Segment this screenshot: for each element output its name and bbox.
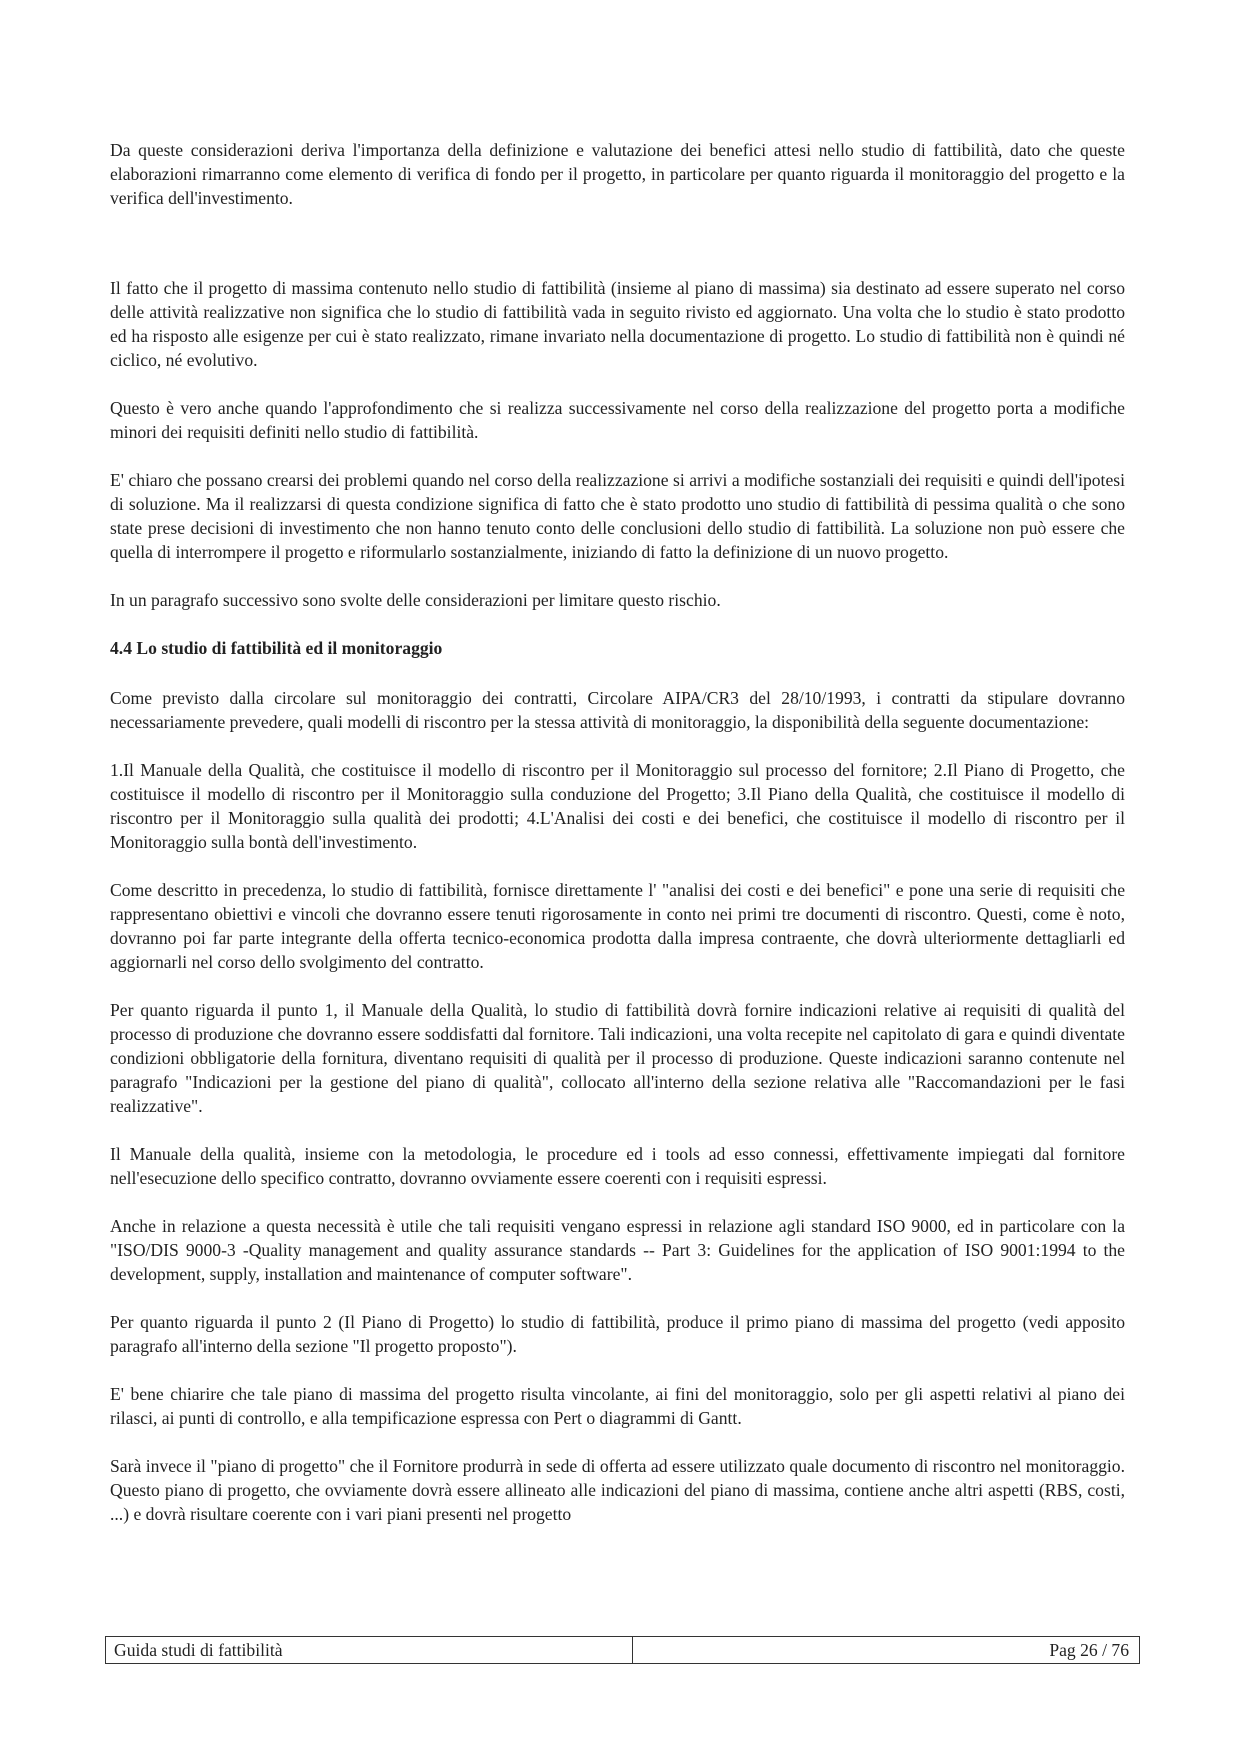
paragraph-approfondimento: Questo è vero anche quando l'approfondimento che si realizza successivamente nel corso della realizzazione del progetto porta a modifiche minori dei requisiti definiti nello studio di fattibilità.: [110, 398, 1125, 442]
page-footer: [105, 1636, 1140, 1664]
paragraph-benefici: Da queste considerazioni deriva l'importanza della definizione e valutazione dei benefici attesi nello studio di fattibilità, dato che queste elaborazioni rimarranno come elemento di verifica di fondo per il progetto, in particolare per quanto riguarda il monitoraggio del progetto e la verifica dell'investimento.: [110, 140, 1125, 208]
paragraph-piano-vincolante: E' bene chiarire che tale piano di massima del progetto risulta vincolante, ai fini del monitoraggio, solo per gli aspetti relativi al piano dei rilasci, ai punti di controllo, e alla tempificazione espressa con Pert o diagrammi di Gantt.: [110, 1384, 1125, 1428]
footer-page-number: Pag 26 / 76: [1049, 1640, 1129, 1660]
page-body: [110, 138, 1125, 1550]
paragraph-manuale-qualita: Il Manuale della qualità, insieme con la metodologia, le procedure ed i tools ad esso connessi, effettivamente impiegati dal fornitore nell'esecuzione dello specifico contratto, dovranno ovviamente essere coerenti con i requisiti espressi.: [110, 1144, 1125, 1188]
paragraph-punto-1: Per quanto riguarda il punto 1, il Manuale della Qualità, lo studio di fattibilità dovrà fornire indicazioni relative ai requisiti di qualità del processo di produzione che dovranno essere soddisfatti dal fornitore. Tali indicazioni, una volta recepite nel capitolato di gara e quindi diventate condizioni obbligatorie della fornitura, diventano requisiti di qualità per il processo di produzione. Queste indicazioni saranno contenute nel paragrafo "Indicazioni per la gestione del piano di qualità", collocato all'interno della sezione relativa alle "Raccomandazioni per le fasi realizzative".: [110, 1000, 1125, 1116]
paragraph-punto-2: Per quanto riguarda il punto 2 (Il Piano di Progetto) lo studio di fattibilità, produce il primo piano di massima del progetto (vedi apposito paragrafo all'interno della sezione "Il progetto proposto").: [110, 1312, 1125, 1356]
paragraph-rischio: In un paragrafo successivo sono svolte delle considerazioni per limitare questo rischio.: [110, 590, 721, 610]
paragraph-progetto-massima: Il fatto che il progetto di massima contenuto nello studio di fattibilità (insieme al piano di massima) sia destinato ad essere superato nel corso delle attività realizzative non significa che lo studio di fattibilità vada in seguito rivisto ed aggiornato. Una volta che lo studio è stato prodotto ed ha risposto alle esigenze per cui è stato realizzato, rimane invariato nella documentazione di progetto. Lo studio di fattibilità non è quindi né ciclico, né evolutivo.: [110, 278, 1125, 370]
section-heading-4-4: 4.4 Lo studio di fattibilità ed il monitoraggio: [110, 638, 443, 658]
paragraph-circolare: Come previsto dalla circolare sul monitoraggio dei contratti, Circolare AIPA/CR3 del 28/10/1993, i contratti da stipulare dovranno necessariamente prevedere, quali modelli di riscontro per la stessa attività di monitoraggio, la disponibilità della seguente documentazione:: [110, 688, 1125, 732]
paragraph-iso-9000: Anche in relazione a questa necessità è utile che tali requisiti vengano espressi in relazione agli standard ISO 9000, ed in particolare con la "ISO/DIS 9000-3 -Quality management and quality assurance standards -- Part 3: Guidelines for the application of ISO 9001:1994 to the development, supply, installation and maintenance of computer software".: [110, 1216, 1125, 1284]
paragraph-documentazione-list: 1.Il Manuale della Qualità, che costituisce il modello di riscontro per il Monitoraggio sul processo del fornitore; 2.Il Piano di Progetto, che costituisce il modello di riscontro per il Monitoraggio sulla conduzione del Progetto; 3.Il Piano della Qualità, che costituisce il modello di riscontro per il Monitoraggio sulla qualità dei prodotti; 4.L'Analisi dei costi e dei benefici, che costituisce il modello di riscontro per il Monitoraggio sulla bontà dell'investimento.: [110, 760, 1125, 852]
paragraph-analisi-costi: Come descritto in precedenza, lo studio di fattibilità, fornisce direttamente l' "analisi dei costi e dei benefici" e pone una serie di requisiti che rappresentano obiettivi e vincoli che dovranno essere tenuti rigorosamente in conto nei primi tre documenti di riscontro. Questi, come è noto, dovranno poi far parte integrante della offerta tecnico-economica prodotta dalla impresa contraente, che dovrà ulteriormente dettagliarli ed aggiornarli nel corso dello svolgimento del contratto.: [110, 880, 1125, 972]
paragraph-problemi: E' chiaro che possano crearsi dei problemi quando nel corso della realizzazione si arrivi a modifiche sostanziali dei requisiti e quindi dell'ipotesi di soluzione. Ma il realizzarsi di questa condizione significa di fatto che è stato prodotto uno studio di fattibilità di pessima qualità o che sono state prese decisioni di investimento che non hanno tenuto conto delle conclusioni dello studio di fattibilità. La soluzione non può essere che quella di interrompere il progetto e riformularlo sostanzialmente, iniziando di fatto la definizione di un nuovo progetto.: [110, 470, 1125, 562]
paragraph-piano-progetto: Sarà invece il "piano di progetto" che il Fornitore produrrà in sede di offerta ad essere utilizzato quale documento di riscontro nel monitoraggio. Questo piano di progetto, che ovviamente dovrà essere allineato alle indicazioni del piano di massima, contiene anche altri aspetti (RBS, costi, ...) e dovrà risultare coerente con i vari piani presenti nel progetto: [110, 1456, 1125, 1524]
footer-document-title: Guida studi di fattibilità: [106, 1637, 633, 1663]
